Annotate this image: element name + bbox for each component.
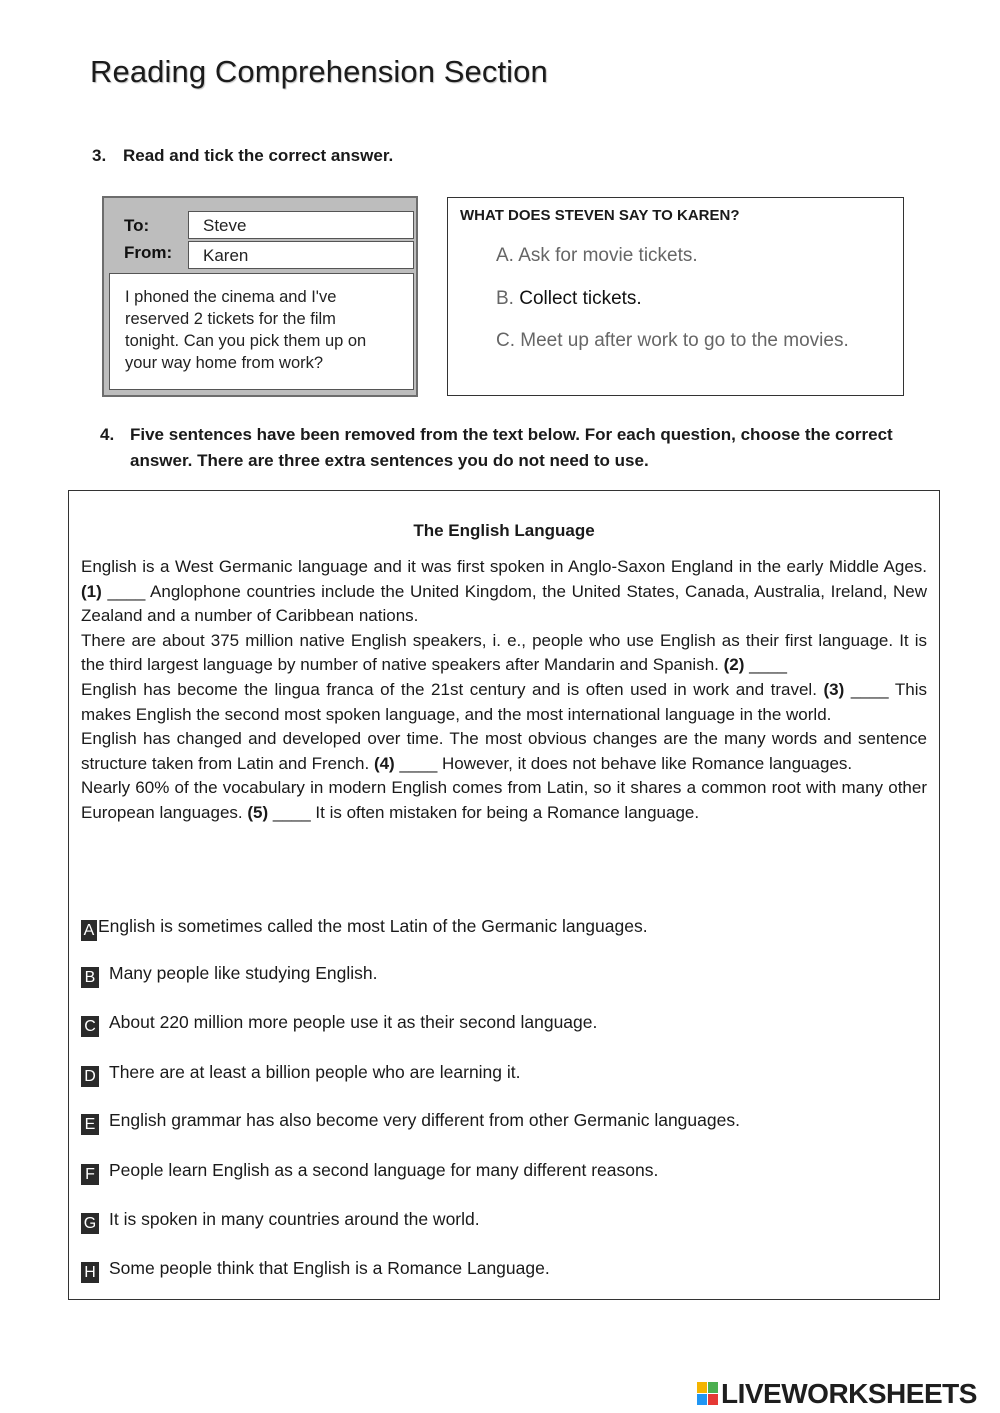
- question-3-instruction: [92, 146, 393, 166]
- logo-square-1: [697, 1382, 707, 1393]
- passage-text: Nearly 60% of the vocabulary in modern English comes from Latin, so it shares a common root with many other European languages.: [81, 778, 927, 822]
- option-text: Many people like studying English.: [109, 963, 378, 983]
- option-text: There are at least a billion people who are learning it.: [109, 1062, 521, 1082]
- option-text: English grammar has also become very different from other Germanic languages.: [109, 1110, 740, 1130]
- to-field: Steve: [188, 211, 414, 239]
- to-label: To:: [124, 216, 150, 235]
- logo-square-3: [697, 1394, 707, 1405]
- instruction-text: Five sentences have been removed from the text below. For each question, choose the correct answer. There are three extra sentences you do not need to use.: [130, 425, 893, 470]
- paragraph-4: [81, 727, 927, 776]
- message-line: your way home from work?: [125, 354, 324, 372]
- option-letter-badge: B: [81, 967, 99, 988]
- from-field: Karen: [188, 241, 414, 269]
- gap-5[interactable]: (5): [247, 802, 269, 822]
- passage-text: ____ This makes English the second most spoken language, and the most international language in the world.: [81, 679, 927, 724]
- message-body: [109, 273, 414, 390]
- reading-text-box: [68, 490, 940, 1300]
- liveworksheets-logo: [697, 1378, 977, 1408]
- question-3-box: [447, 197, 904, 396]
- from-label: From:: [124, 243, 173, 262]
- message-line: reserved 2 tickets for the film: [125, 310, 336, 328]
- paragraph-5: [81, 776, 927, 825]
- option-letter: A.: [496, 245, 514, 266]
- passage-title: The English Language: [413, 521, 595, 540]
- option-letter-badge: F: [81, 1164, 99, 1185]
- answer-option-a[interactable]: [496, 245, 698, 267]
- gap-3[interactable]: (3): [823, 679, 845, 699]
- logo-square-2: [708, 1382, 718, 1393]
- option-letter-badge: G: [81, 1213, 99, 1234]
- sentence-option-c[interactable]: [81, 1012, 597, 1037]
- passage-text: English is a West Germanic language and it was first spoken in Anglo-Saxon England in the early Middle Ages.: [81, 557, 927, 576]
- page-title: Reading Comprehension Section: [90, 54, 548, 89]
- sentence-option-h[interactable]: [81, 1258, 550, 1283]
- paragraph-1: [81, 555, 927, 629]
- option-letter-badge: E: [81, 1114, 99, 1135]
- question-3-text: WHAT DOES STEVEN SAY TO KAREN?: [460, 207, 740, 224]
- instruction-text: Read and tick the correct answer.: [123, 146, 394, 165]
- option-text: Ask for movie tickets.: [518, 245, 698, 266]
- option-text: It is spoken in many countries around the world.: [109, 1209, 480, 1229]
- option-text: About 220 million more people use it as their second language.: [109, 1012, 598, 1032]
- gap-1[interactable]: (1): [81, 581, 102, 601]
- passage: [81, 555, 927, 826]
- gap-4[interactable]: (4): [373, 753, 395, 773]
- gap-2[interactable]: (2): [723, 655, 745, 675]
- option-text: English is sometimes called the most Latin of the Germanic languages.: [98, 916, 648, 936]
- passage-text: English has changed and developed over time. The most obvious changes are the many words and sentence structure taken from Latin and French.: [81, 729, 927, 773]
- answer-option-c[interactable]: [496, 330, 849, 352]
- option-letter-badge: H: [81, 1262, 99, 1283]
- answer-option-b[interactable]: [496, 288, 642, 310]
- option-letter-badge: A: [81, 920, 97, 941]
- question-number: 4.: [100, 425, 115, 444]
- option-letter-badge: C: [81, 1016, 99, 1037]
- option-text: Some people think that English is a Romance Language.: [109, 1258, 550, 1278]
- option-letter-badge: D: [81, 1066, 99, 1087]
- question-4-instruction: [100, 422, 930, 474]
- passage-text: English has become the lingua franca of the 21st century and is often used in work and travel.: [81, 679, 817, 699]
- question-number: 3.: [92, 146, 107, 165]
- paragraph-2: [81, 629, 927, 678]
- message-line: I phoned the cinema and I've: [125, 288, 337, 306]
- passage-text: ____ It is often mistaken for being a Romance language.: [272, 802, 700, 822]
- passage-text: ____ However, it does not behave like Romance languages.: [399, 753, 853, 773]
- sentence-option-g[interactable]: [81, 1209, 480, 1234]
- message-note: [102, 196, 418, 397]
- logo-icon: [697, 1382, 719, 1406]
- option-letter: B.: [496, 288, 514, 309]
- message-line: tonight. Can you pick them up on: [125, 332, 367, 350]
- sentence-option-a[interactable]: [81, 916, 648, 941]
- option-letter: C.: [496, 330, 515, 351]
- passage-text: There are about 375 million native English speakers, i. e., people who use English as their first language. It is the third largest language by number of native speakers after Mandarin and Spanish.: [81, 630, 927, 675]
- option-text: Collect tickets.: [519, 288, 642, 309]
- passage-text: ____ Anglophone countries include the United Kingdom, the United States, Canada, Australia, Ireland, New Zealand and a number of Caribbean nations.: [81, 581, 927, 626]
- sentence-option-e[interactable]: [81, 1110, 740, 1135]
- passage-text: ____: [749, 655, 787, 675]
- logo-square-4: [708, 1394, 718, 1405]
- paragraph-3: [81, 678, 927, 727]
- logo-text: LIVEWORKSHEETS: [721, 1378, 977, 1409]
- sentence-option-b[interactable]: [81, 963, 378, 988]
- sentence-option-d[interactable]: [81, 1062, 521, 1087]
- sentence-option-f[interactable]: [81, 1160, 658, 1185]
- option-text: Meet up after work to go to the movies.: [520, 330, 849, 351]
- option-text: People learn English as a second language for many different reasons.: [109, 1160, 659, 1180]
